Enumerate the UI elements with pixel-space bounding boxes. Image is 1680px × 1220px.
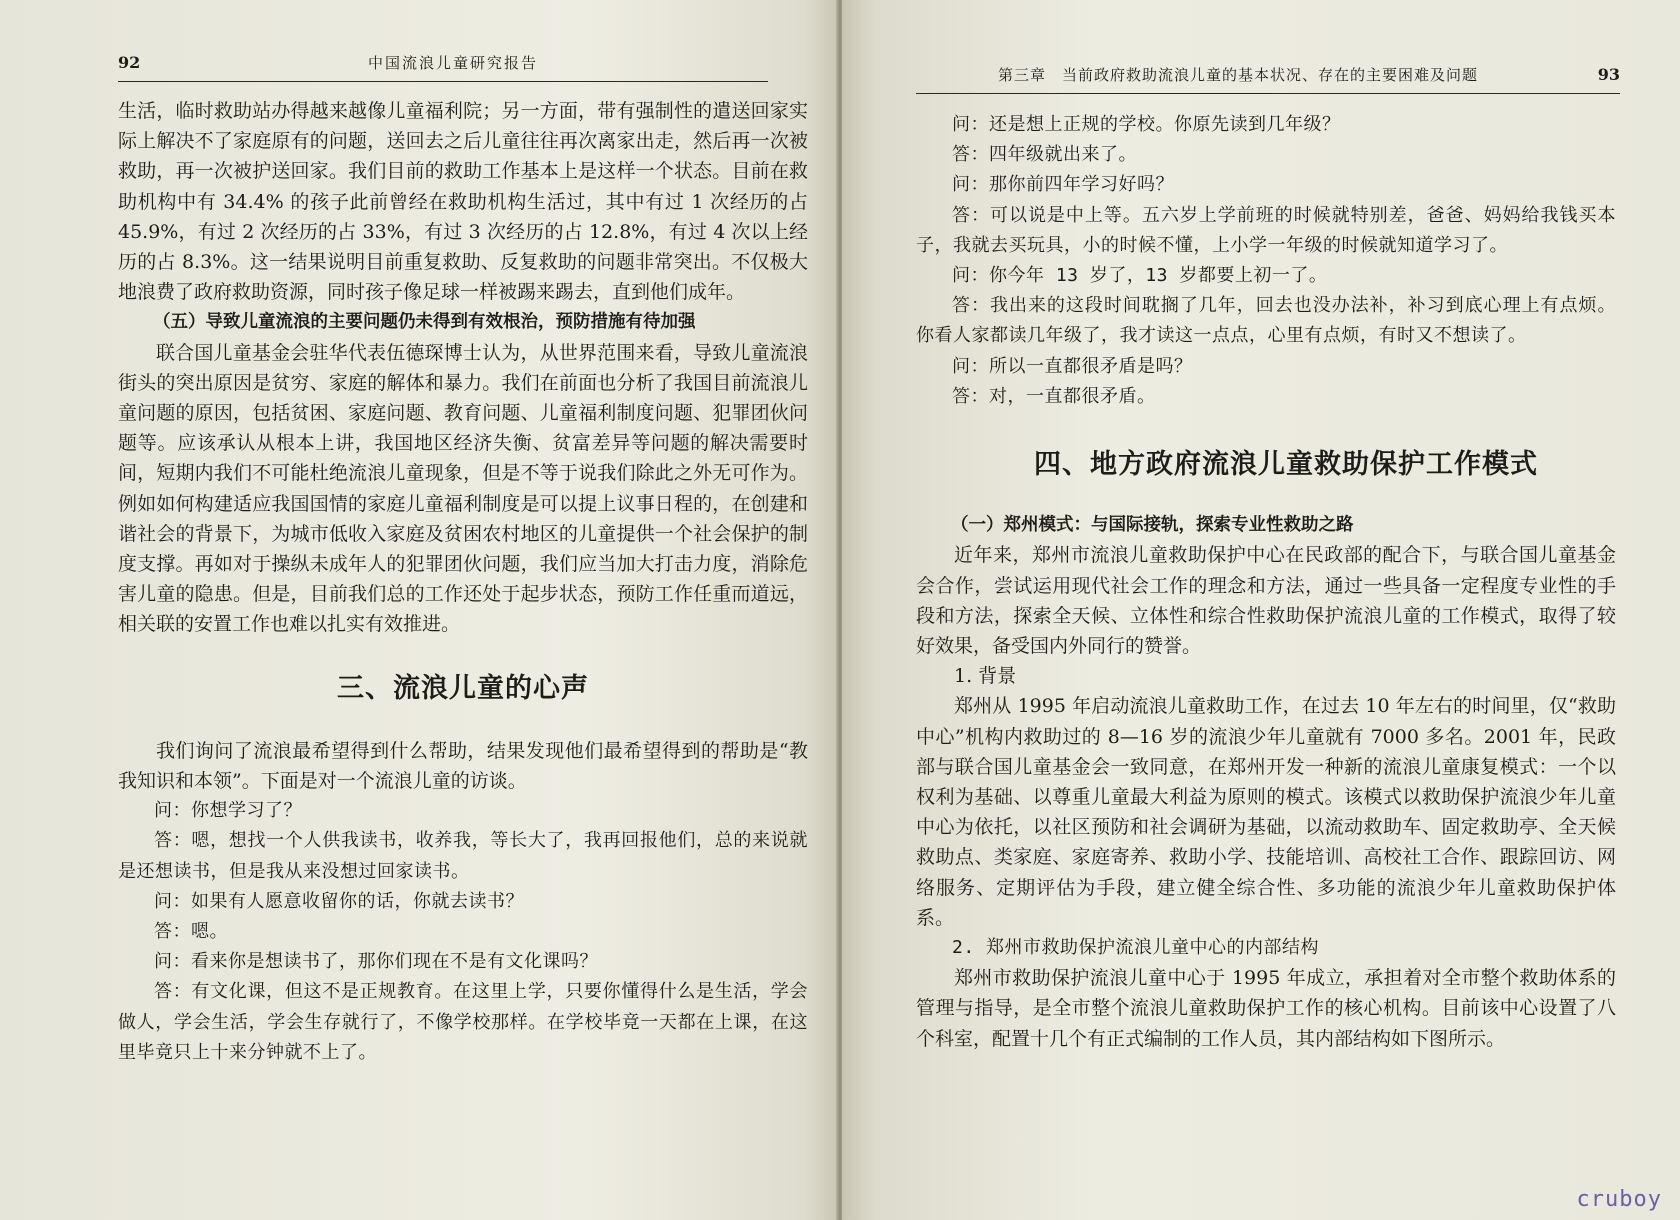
interview-line: 问：所以一直都很矛盾是吗？ bbox=[952, 355, 1193, 377]
header-rule bbox=[118, 81, 768, 82]
section-title: 三、流浪儿童的心声 bbox=[337, 672, 589, 704]
interview-line: 答：有文化课，但这不是正规教育。在这里上学，只要你懂得什么是生活，学会做人，学会生活，学会生存就行了，不像学校那样。在学校毕竟一天都在上课，在这里毕竟只上十来分钟就不上了。 bbox=[118, 981, 808, 1063]
interview-line: 问：那你前四年学习好吗？ bbox=[952, 174, 1174, 196]
interview-line: 答：我出来的这段时间耽搁了几年，回去也没办法补，补习到底心理上有点烦。你看人家都读几年级了，我才读这一点点，心里有点烦，有时又不想读了。 bbox=[916, 295, 1616, 347]
body-paragraph: 郑州从 1995 年启动流浪儿童救助工作，在过去 10 年左右的时间里，仅“救助中心”机构内救助过的 8—16 岁的流浪少年儿童就有 7000 多名。2001 年，民政部与联合国儿童基金会一致同意，在郑州开发一种新的流浪儿童康复模式：一个以权利为基础、以尊重儿童最大利益为原则的模式。该模式以救助保护流浪少年儿童中心为依托，以社区预防和社会调研为基础，以流动救助车、固定救助亭、全天候救助点、类家庭、家庭寄养、救助小学、技能培训、高校社工合作、跟踪回访、网络服务、定期评估为手段，建立健全综合性、多功能的流浪少年儿童救助保护体系。 bbox=[916, 695, 1616, 929]
body-paragraph: 生活，临时救助站办得越来越像儿童福利院；另一方面，带有强制性的遣送回家实际上解决不了家庭原有的问题，送回去之后儿童往往再次离家出走，然后再一次被救助，再一次被护送回家。我们目前的救助工作基本上是这样一个状态。目前在救助机构中有 34.4% 的孩子此前曾经在救助机构生活过，其中有过 1 次经历的占 45.9%，有过 2 次经历的占 33%，有过 3 次经历的占 12.8%，有过 4 次以上经历的占 8.3%。这一结果说明目前重复救助、反复救助的问题非常突出。不仅极大地浪费了政府救助资源，同时孩子像足球一样被踢来踢去，直到他们成年。 bbox=[118, 100, 808, 304]
body-paragraph: 联合国儿童基金会驻华代表伍德琛博士认为，从世界范围来看，导致儿童流浪街头的突出原因是贫穷、家庭的解体和暴力。我们在前面也分析了我国目前流浪儿童问题的原因，包括贫困、家庭问题、教育问题、儿童福利制度问题、犯罪团伙问题等。应该承认从根本上讲，我国地区经济失衡、贫富差异等问题的解决需要时间，短期内我们不可能杜绝流浪儿童现象，但是不等于说我们除此之外无可作为。例如如何构建适应我国国情的家庭儿童福利制度是可以提上议事日程的，在创建和谐社会的背景下，为城市低收入家庭及贫困农村地区的儿童提供一个社会保护的制度支撑。再如对于操纵未成年人的犯罪团伙问题，我们应当加大打击力度，消除危害儿童的隐患。但是，目前我们总的工作还处于起步状态，预防工作任重而道远，相关联的安置工作也难以扎实有效推进。 bbox=[118, 341, 808, 636]
interview-line: 问：你今年 13 岁了，13 岁都要上初一了。 bbox=[952, 265, 1328, 287]
left-page-body bbox=[118, 96, 808, 1068]
interview-line: 问：还是想上正规的学校。你原先读到几年级？ bbox=[952, 114, 1341, 135]
interview-line: 问：看来你是想读书了，那你们现在不是有文化课吗？ bbox=[154, 951, 598, 973]
right-page bbox=[842, 0, 1680, 1220]
header-rule bbox=[916, 93, 1620, 94]
interview-line: 问：如果有人愿意收留你的话，你就去读书？ bbox=[154, 890, 524, 912]
numbered-heading: 1. 背景 bbox=[954, 665, 1017, 688]
body-paragraph: 我们询问了流浪最希望得到什么帮助，结果发现他们最希望得到的帮助是“教我知识和本领”。下面是对一个流浪儿童的访谈。 bbox=[118, 739, 808, 793]
interview-line: 答：对，一直都很矛盾。 bbox=[952, 385, 1156, 407]
right-page-body bbox=[916, 110, 1616, 1054]
left-page bbox=[0, 0, 838, 1220]
page-number: 93 bbox=[1597, 65, 1620, 84]
subsection-heading: （一）郑州模式：与国际接轨，探索专业性救助之路 bbox=[951, 515, 1354, 536]
interview-line: 答：可以说是中上等。五六岁上学前班的时候就特别差，爸爸、妈妈给我钱买本子，我就去买玩具，小的时候不懂，上小学一年级的时候就知道学习了。 bbox=[916, 204, 1616, 256]
body-paragraph: 近年来，郑州市流浪儿童救助保护中心在民政部的配合下，与联合国儿童基金会合作，尝试运用现代社会工作的理念和方法，通过一些具备一定程度专业性的手段和方法，探索全天候、立体性和综合性救助保护流浪儿童的工作模式，取得了较好效果，备受国内外同行的赞誉。 bbox=[916, 544, 1616, 658]
interview-line: 答：嗯。 bbox=[154, 921, 228, 943]
interview-line: 答：四年级就出来了。 bbox=[952, 144, 1137, 166]
interview-line: 答：嗯，想找一个人供我读书，收养我，等长大了，我再回报他们，总的来说就是还想读书，但是我从来没想过回家读书。 bbox=[118, 830, 808, 882]
interview-line: 问：你想学习了？ bbox=[154, 800, 302, 822]
running-title: 中国流浪儿童研究报告 bbox=[368, 54, 539, 72]
chapter-title: 第三章 当前政府救助流浪儿童的基本状况、存在的主要困难及问题 bbox=[998, 66, 1479, 84]
left-page-header bbox=[118, 48, 768, 78]
watermark: cruboy bbox=[1576, 1187, 1662, 1212]
subsection-heading: （五）导致儿童流浪的主要问题仍未得到有效根治，预防措施有待加强 bbox=[153, 312, 696, 333]
section-title: 四、地方政府流浪儿童救助保护工作模式 bbox=[1034, 449, 1538, 481]
body-paragraph: 郑州市救助保护流浪儿童中心于 1995 年成立，承担着对全市整个救助体系的管理与指导，是全市整个流浪儿童救助保护工作的核心机构。目前该中心设置了八个科室，配置十几个有正式编制的工作人员，其内部结构如下图所示。 bbox=[916, 967, 1616, 1050]
numbered-heading: 2. 郑州市救助保护流浪儿童中心的内部结构 bbox=[952, 937, 1320, 959]
right-page-header bbox=[916, 60, 1620, 90]
page-number: 92 bbox=[118, 53, 141, 72]
